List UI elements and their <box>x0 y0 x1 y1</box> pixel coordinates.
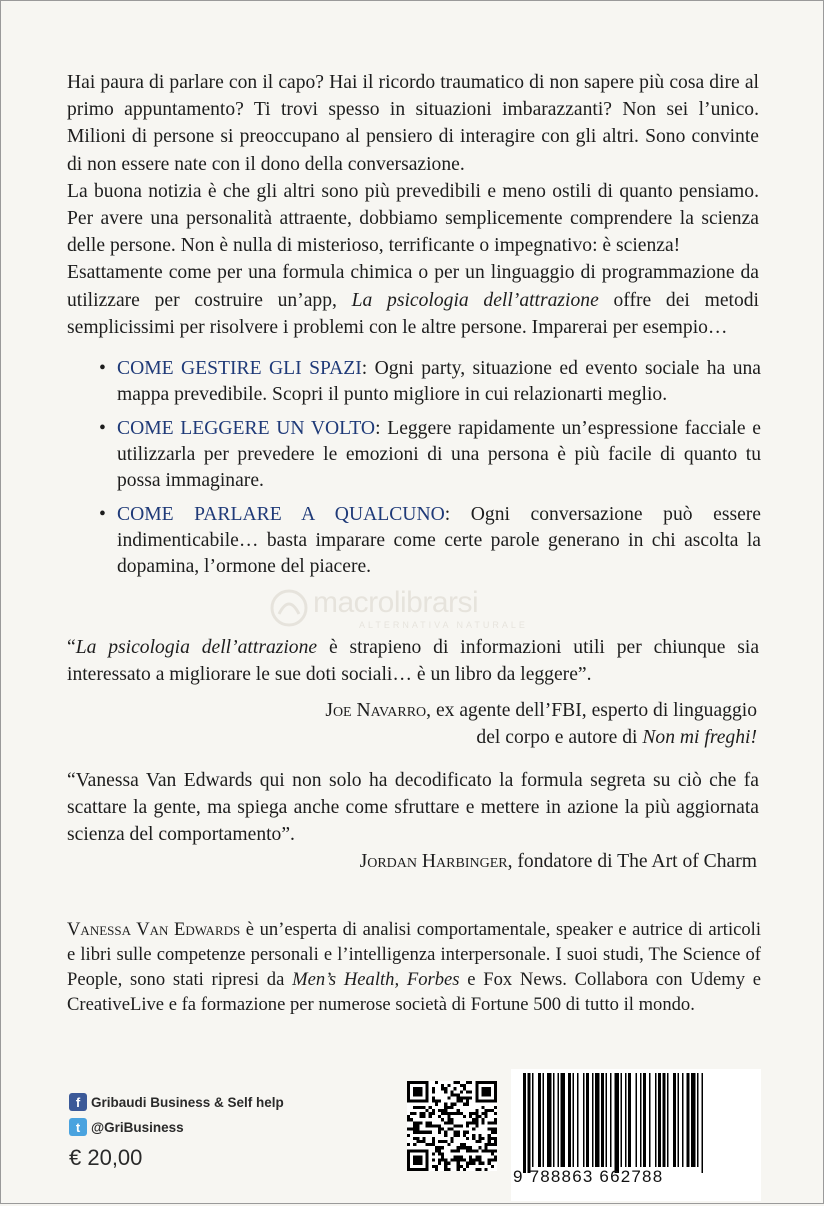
twitter-icon: t <box>69 1118 87 1136</box>
intro-text <box>67 69 759 341</box>
facebook-label: Gribaudi Business & Self help <box>91 1094 284 1110</box>
quote-text: è strapieno di informazioni utili per chiunque sia interessato a migliorare le sue doti sociali… è un libro da leggere”. <box>67 637 760 685</box>
feature-item-talk <box>99 502 761 580</box>
p3-after: offre dei metodi semplicissimi per risolvere i problemi con le altre persone. Imparerai per esempio… <box>67 289 760 338</box>
facebook-icon: f <box>69 1093 87 1111</box>
feature-item-spaces <box>99 356 761 408</box>
book-title-italic: La psicologia dell’attrazione <box>351 289 599 311</box>
quote-harbinger: “Vanessa Van Edwards qui non solo ha decodificato la formula segreta su ciò che fa scattare la gente, ma spiega anche come sfruttare e mettere in azione la più aggiornata scienza del comportamento”. <box>67 770 759 845</box>
qr-code-icon <box>407 1081 497 1171</box>
bio-text-1: è un’esperta di analisi comportamentale, speaker e autrice di articoli e libri sulle competenze personali e l’intelligenza interpersonale. I suoi studi, The Science of People, sono stati ripresi da <box>67 919 761 990</box>
facebook-link[interactable] <box>69 1093 284 1111</box>
intro-paragraph-2: La buona notizia è che gli altri sono più prevedibili e meno ostili di quanto pensiamo. Per avere una personalità attraente, dobbiamo semplicemente comprendere la scienza delle persone. Non è nulla di misterioso, terrificante o impegnativo: è scienza! <box>67 180 759 257</box>
qr-code[interactable] <box>407 1081 497 1171</box>
quote-book-title: La psicologia dell’attrazione <box>75 637 318 658</box>
feature-text: : Ogni conversazione può essere indimenticabile… basta imparare come certe parole generano in chi ascolta la dopamina, l’ormone del piacere. <box>117 504 762 577</box>
bullet-dot: • <box>99 504 106 525</box>
twitter-link[interactable] <box>69 1118 184 1136</box>
feature-item-face <box>99 416 761 494</box>
feature-heading: COME PARLARE A QUALCUNO <box>117 504 445 525</box>
author-name: Joe Navarro <box>325 700 427 721</box>
quote-open: “ <box>67 637 76 658</box>
watermark-brand: macrolibrarsi <box>313 586 479 619</box>
watermark <box>269 586 569 636</box>
p3-before: Esattamente come per una formula chimica o per un linguaggio di programmazione da utilizzare per costruire un’app, <box>67 262 759 311</box>
feature-text: : Leggere rapidamente un’espressione facciale e utilizzarla per prevedere le emozioni di una persona è più facile di quanto tu possa immaginare. <box>117 418 761 491</box>
price: € 20,00 <box>69 1145 143 1170</box>
watermark-logo-icon <box>269 588 309 628</box>
bullet-dot: • <box>99 358 106 379</box>
feature-heading: COME LEGGERE UN VOLTO <box>117 418 376 439</box>
attribution-harbinger <box>360 848 757 875</box>
intro-paragraph-1: Hai paura di parlare con il capo? Hai il ricordo traumatico di non sapere più cosa dire al primo appuntamento? Ti trovi spesso in situazioni imbarazzanti? Non sei l’unico. Milioni di persone si preoccupano al pensiero di interagire con gli altri. Sono convinte di non essere nate con il dono della conversazione. <box>67 72 759 175</box>
bio-publications: Men’s Health, Forbes <box>292 969 460 990</box>
author-role-cont: del corpo e autore di <box>476 727 643 748</box>
feature-heading: COME GESTIRE GLI SPAZI <box>117 358 362 379</box>
author-book: Non mi freghi! <box>642 727 757 748</box>
feature-list <box>99 356 761 588</box>
twitter-label: @GriBusiness <box>91 1119 184 1135</box>
watermark-tagline: ALTERNATIVA NATURALE <box>359 620 528 630</box>
isbn-number: 9 788863 662788 <box>513 1167 664 1186</box>
quote-navarro <box>67 634 759 688</box>
author-role: , fondatore di The Art of Charm <box>507 851 757 872</box>
author-bio <box>67 917 761 1017</box>
attribution-navarro <box>325 697 757 751</box>
intro-paragraph-3 <box>67 259 759 341</box>
author-name: Jordan Harbinger <box>359 851 508 872</box>
author-role: , ex agente dell’FBI, esperto di linguaggio <box>426 700 757 721</box>
feature-text: : Ogni party, situazione ed evento sociale ha una mappa prevedibile. Scopri il punto migliore in cui relazionarti meglio. <box>117 358 761 405</box>
attribution-line-2 <box>325 724 757 751</box>
bio-author-name: Vanessa Van Edwards <box>67 919 241 940</box>
bio-text-2: e Fox News. Collabora con Udemy e CreativeLive e fa formazione per numerose società di Fortune 500 di tutto il mondo. <box>67 969 761 1015</box>
bullet-dot: • <box>99 418 106 439</box>
attribution-line-1 <box>325 697 757 724</box>
